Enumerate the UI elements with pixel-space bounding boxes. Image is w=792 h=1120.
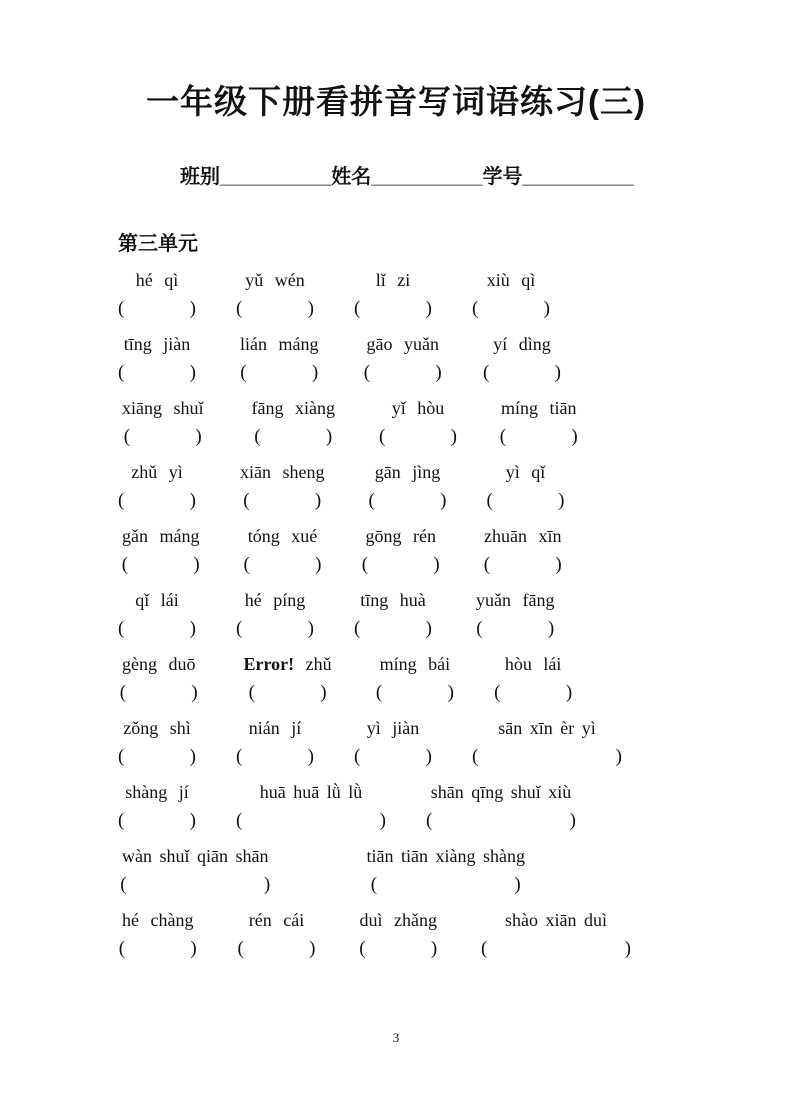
paren-close: ) [379, 810, 386, 832]
paren-close: ) [189, 298, 196, 320]
word-group [497, 394, 581, 452]
word-group [355, 906, 440, 964]
word-group [481, 906, 631, 964]
class-field-label: 班别 [180, 166, 220, 189]
pinyin-text: yǐ hòu [391, 398, 445, 419]
paren-open: ( [378, 426, 386, 448]
paren-open: ( [240, 362, 247, 384]
word-group [361, 522, 439, 580]
paren-close: ) [311, 362, 319, 384]
answer-blank [237, 934, 315, 964]
paren-open: ( [494, 682, 501, 704]
paren-close: ) [320, 682, 327, 704]
paren-close: ) [430, 938, 438, 960]
pinyin-text: xiān sheng [240, 462, 325, 483]
word-group [118, 906, 197, 964]
word-group [472, 714, 622, 772]
pinyin-text: gèng duō [122, 654, 196, 675]
pinyin-text: yì jiàn [366, 718, 420, 739]
word-group [248, 394, 339, 452]
paren-close: ) [315, 554, 322, 576]
pinyin-text: xiù qì [486, 270, 536, 291]
paren-close: ) [450, 426, 457, 448]
paren-open: ( [361, 554, 369, 576]
pinyin-text: qǐ lái [135, 590, 179, 611]
answer-blank [472, 294, 550, 324]
paren-open: ( [118, 938, 126, 960]
error-field-text: Error! [243, 654, 295, 675]
answer-blank [359, 934, 437, 964]
paren-open: ( [118, 490, 125, 512]
name-field-blank: __________ [371, 166, 483, 189]
pinyin-row [118, 458, 692, 516]
paren-close: ) [514, 874, 521, 896]
answer-blank [364, 358, 442, 388]
pinyin-text: tóng xué [247, 526, 318, 547]
answer-blank [118, 486, 196, 516]
paren-open: ( [472, 746, 479, 768]
word-group [236, 714, 314, 772]
answer-blank [376, 678, 454, 708]
paren-close: ) [189, 746, 196, 768]
word-group [236, 458, 328, 516]
word-group [362, 842, 528, 900]
paren-open: ( [472, 298, 479, 320]
paren-close: ) [425, 618, 432, 640]
pinyin-text: zhuān xīn [483, 526, 562, 547]
pinyin-text: sān xīn èr yì [498, 718, 596, 739]
pinyin-row [118, 394, 692, 452]
paren-close: ) [554, 362, 561, 384]
pinyin-text: míng bái [379, 654, 451, 675]
pinyin-text: yǔ wén [245, 270, 305, 291]
answer-blank [124, 422, 202, 452]
pinyin-row [118, 330, 692, 388]
paren-open: ( [480, 938, 488, 960]
pinyin-text: fāng xiàng [251, 398, 335, 419]
paren-open: ( [248, 682, 255, 704]
answer-blank [118, 614, 196, 644]
pinyin-text-part: zhǔ [305, 654, 332, 675]
answer-blank [483, 358, 561, 388]
pinyin-row [118, 522, 692, 580]
answer-blank [379, 422, 457, 452]
word-group [376, 650, 455, 708]
pinyin-text: zhǔ yì [131, 462, 183, 483]
word-group [118, 650, 200, 708]
answer-blank [118, 742, 196, 772]
paren-close: ) [565, 682, 573, 704]
answer-blank [243, 486, 321, 516]
pinyin-text: míng tiān [500, 398, 577, 419]
paren-open: ( [254, 426, 261, 448]
paren-open: ( [236, 298, 243, 320]
pinyin-row [118, 906, 692, 964]
pinyin-text: tiān tiān xiàng shàng [366, 846, 525, 867]
word-group [118, 714, 196, 772]
answer-blank [118, 358, 196, 388]
answer-blank [476, 614, 554, 644]
answer-blank [236, 614, 314, 644]
paren-close: ) [325, 426, 333, 448]
paren-open: ( [426, 810, 433, 832]
paren-open: ( [486, 490, 493, 512]
pinyin-row [118, 714, 692, 772]
paren-close: ) [440, 490, 447, 512]
answer-blank [484, 550, 562, 580]
answer-blank [362, 550, 440, 580]
word-group [236, 586, 314, 644]
answer-blank [236, 294, 314, 324]
paren-close: ) [435, 362, 442, 384]
paren-close: ) [624, 938, 631, 960]
word-group [118, 522, 203, 580]
word-group [236, 266, 314, 324]
word-group [118, 266, 196, 324]
pinyin-text: shàng jí [125, 782, 189, 803]
answer-blank [472, 742, 622, 772]
paren-open: ( [123, 426, 131, 448]
answer-blank [481, 934, 631, 964]
word-group [118, 586, 196, 644]
word-group [118, 330, 196, 388]
pinyin-text: rén cái [248, 910, 305, 931]
paren-close: ) [189, 490, 196, 512]
pinyin-row [118, 842, 692, 900]
word-group [354, 266, 432, 324]
pinyin-exercise-rows [0, 266, 792, 964]
paren-open: ( [121, 554, 129, 576]
paren-open: ( [375, 682, 383, 704]
pinyin-text: duì zhǎng [359, 910, 437, 931]
paren-close: ) [569, 810, 576, 832]
paren-close: ) [447, 682, 454, 704]
paren-open: ( [499, 426, 507, 448]
word-group [236, 778, 386, 836]
paren-close: ) [263, 874, 271, 896]
student-number-field-label: 学号 [482, 166, 523, 189]
pinyin-text: gōng rén [365, 526, 436, 547]
paren-close: ) [193, 554, 200, 576]
pinyin-text: tīng huà [360, 590, 426, 611]
paren-open: ( [476, 618, 483, 640]
word-group [480, 522, 565, 580]
word-group [118, 778, 196, 836]
pinyin-text: nián jí [248, 718, 302, 739]
answer-blank [494, 678, 572, 708]
section-heading: 第三单元 [118, 233, 198, 256]
paren-close: ) [307, 298, 314, 320]
paren-open: ( [120, 874, 127, 896]
paren-close: ) [189, 362, 196, 384]
paren-close: ) [307, 746, 314, 768]
answer-blank [249, 678, 327, 708]
answer-blank [426, 806, 576, 836]
paren-close: ) [433, 554, 440, 576]
answer-blank [243, 550, 321, 580]
word-group [237, 906, 315, 964]
paren-open: ( [118, 810, 125, 832]
answer-blank [368, 486, 446, 516]
paren-open: ( [119, 682, 127, 704]
answer-blank [119, 934, 197, 964]
paren-close: ) [309, 938, 316, 960]
pinyin-text: lǐ zi [375, 270, 411, 291]
pinyin-text: gān jìng [374, 462, 441, 483]
paren-open: ( [354, 298, 361, 320]
word-group [354, 714, 432, 772]
paren-open: ( [243, 490, 250, 512]
paren-open: ( [118, 362, 125, 384]
page-number: 3 [392, 1030, 400, 1045]
paren-open: ( [236, 810, 243, 832]
pinyin-text: xiāng shuǐ [122, 398, 204, 419]
answer-blank [500, 422, 578, 452]
paren-open: ( [482, 362, 490, 384]
paren-close: ) [189, 618, 196, 640]
paren-close: ) [195, 426, 202, 448]
word-group [483, 330, 561, 388]
pinyin-text: yí dìng [493, 334, 551, 355]
word-group [426, 778, 576, 836]
paren-close: ) [571, 426, 578, 448]
paren-close: ) [189, 810, 196, 832]
answer-blank [120, 870, 270, 900]
answer-blank [371, 870, 521, 900]
pinyin-text: gāo yuǎn [366, 334, 439, 355]
pinyin-text: hé qì [135, 270, 179, 291]
answer-blank [240, 358, 318, 388]
paren-close: ) [558, 490, 565, 512]
paren-open: ( [243, 554, 250, 576]
pinyin-text: lián máng [240, 334, 319, 355]
answer-blank [354, 294, 432, 324]
paren-close: ) [547, 618, 555, 640]
pinyin-text [240, 650, 336, 678]
paren-open: ( [354, 746, 361, 768]
pinyin-text: gǎn máng [122, 526, 200, 547]
class-field-blank: __________ [220, 166, 332, 189]
pinyin-text: zǒng shì [123, 718, 191, 739]
paren-close: ) [190, 938, 197, 960]
student-info-line [180, 160, 792, 189]
pinyin-text: yì qǐ [505, 462, 546, 483]
paren-open: ( [354, 618, 361, 640]
answer-blank [354, 614, 432, 644]
paren-open: ( [118, 298, 125, 320]
paren-open: ( [118, 618, 125, 640]
paren-close: ) [615, 746, 622, 768]
word-group [118, 458, 196, 516]
word-group [354, 586, 432, 644]
pinyin-row [118, 778, 692, 836]
word-group [243, 522, 321, 580]
word-group [240, 650, 336, 708]
pinyin-text: hé chàng [122, 910, 194, 931]
word-group [472, 586, 558, 644]
answer-blank [122, 550, 200, 580]
pinyin-text: shān qīng shuǐ xiù [430, 782, 572, 803]
pinyin-text: yuǎn fāng [476, 590, 555, 611]
answer-blank [486, 486, 564, 516]
paren-open: ( [368, 490, 375, 512]
answer-blank [236, 742, 314, 772]
name-field-label: 姓名 [331, 166, 372, 189]
answer-blank [120, 678, 198, 708]
paren-open: ( [237, 938, 244, 960]
pinyin-row [118, 266, 692, 324]
paren-close: ) [425, 298, 432, 320]
word-group [472, 266, 550, 324]
answer-blank [254, 422, 332, 452]
word-group [362, 330, 442, 388]
paren-close: ) [543, 298, 550, 320]
answer-blank [118, 294, 196, 324]
paren-open: ( [236, 618, 243, 640]
answer-blank [236, 806, 386, 836]
paren-open: ( [236, 746, 243, 768]
paren-open: ( [363, 362, 371, 384]
word-group [236, 330, 322, 388]
pinyin-text: tīng jiàn [123, 334, 191, 355]
word-group [486, 458, 564, 516]
paren-open: ( [483, 554, 491, 576]
word-group [118, 842, 272, 900]
pinyin-row [118, 650, 692, 708]
student-number-field-blank: __________ [522, 166, 634, 189]
answer-blank [354, 742, 432, 772]
pinyin-text: wàn shuǐ qiān shān [122, 846, 269, 867]
word-group [379, 394, 457, 452]
paren-open: ( [370, 874, 378, 896]
word-group [118, 394, 208, 452]
page-title: 一年级下册看拼音写词语练习(三) [146, 83, 646, 120]
paren-close: ) [425, 746, 432, 768]
paren-close: ) [555, 554, 562, 576]
word-group [368, 458, 446, 516]
word-group [494, 650, 572, 708]
pinyin-text: shào xiān duì [504, 910, 607, 931]
pinyin-text: hòu lái [504, 654, 562, 675]
answer-blank [118, 806, 196, 836]
paren-close: ) [314, 490, 322, 512]
pinyin-text: huā huā lǜ lǜ [259, 782, 363, 803]
pinyin-row [118, 586, 692, 644]
pinyin-text: hé píng [244, 590, 306, 611]
paren-open: ( [118, 746, 125, 768]
paren-close: ) [307, 618, 314, 640]
paren-close: ) [191, 682, 198, 704]
paren-open: ( [359, 938, 366, 960]
